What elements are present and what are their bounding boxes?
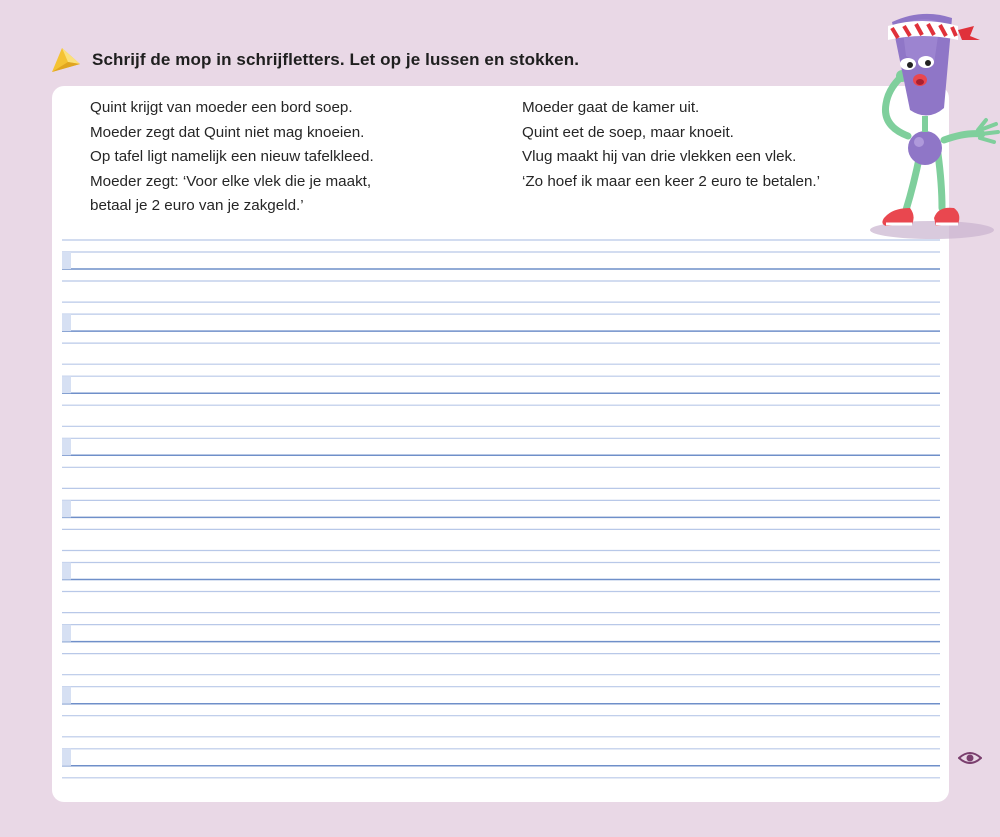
line-start-marker xyxy=(62,314,71,331)
letter-mascot-character xyxy=(862,4,1000,242)
line-start-marker xyxy=(62,687,71,704)
story-line: Op tafel ligt namelijk een nieuw tafelkleed. xyxy=(90,148,374,165)
line-start-marker xyxy=(62,563,71,580)
story-line: Quint eet de soep, maar knoeit. xyxy=(522,123,734,141)
story-line: Vlug maakt hij van drie vlekken een vlek. xyxy=(522,148,797,165)
eye-icon xyxy=(958,750,982,766)
story-line: Quint krijgt van moeder een bord soep. xyxy=(90,99,353,116)
line-start-marker xyxy=(62,376,71,393)
line-start-marker xyxy=(62,438,71,455)
story-line: betaal je 2 euro van je zakgeld.’ xyxy=(90,197,304,214)
line-start-marker xyxy=(62,252,71,269)
story-line: Moeder zegt dat Quint niet mag knoeien. xyxy=(90,123,365,141)
story-line: Moeder zegt: ‘Voor elke vlek die je maakt, xyxy=(90,172,372,190)
story-line: Moeder gaat de kamer uit. xyxy=(522,99,700,116)
line-start-marker xyxy=(62,625,71,642)
story-line: ‘Zo hoef ik maar een keer 2 euro te betalen.’ xyxy=(522,172,821,190)
line-start-marker xyxy=(62,749,71,766)
instruction-text: Schrijf de mop in schrijfletters. Let op je lussen en stokken. xyxy=(92,50,580,69)
line-start-marker xyxy=(62,500,71,517)
